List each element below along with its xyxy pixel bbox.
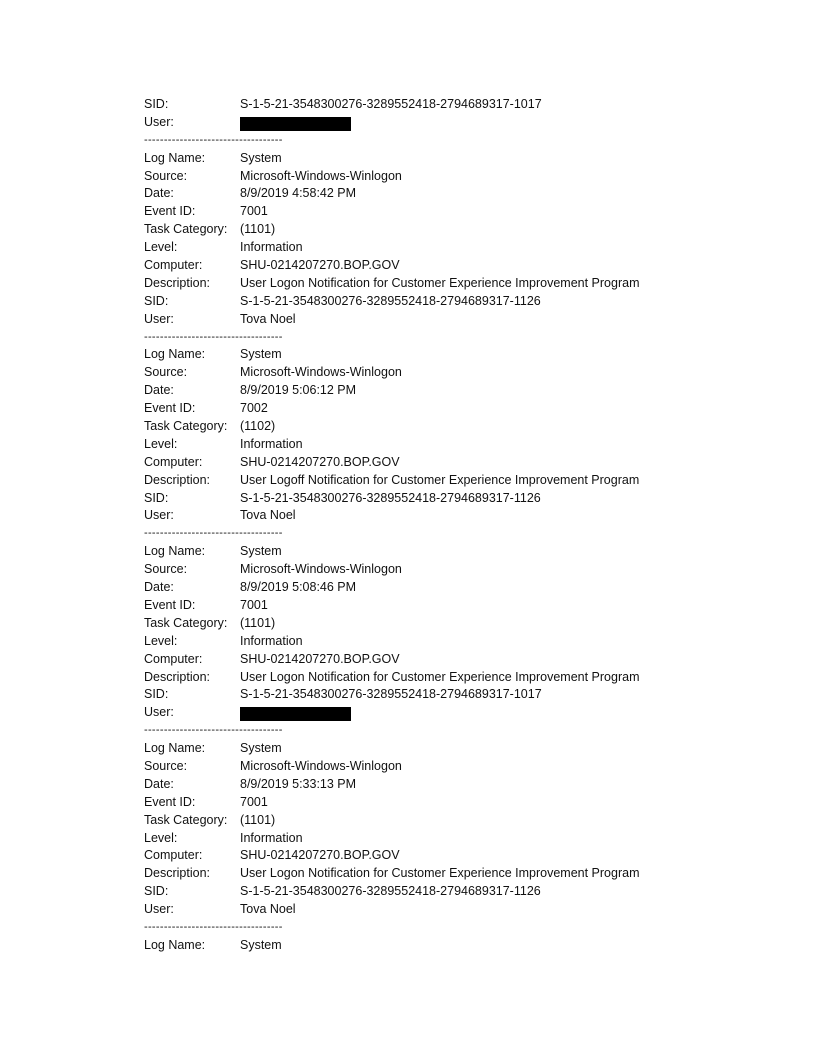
field-value: System [240,937,282,952]
field-row-level [144,436,744,454]
field-label: Event ID: [144,204,196,219]
field-row-date [144,579,744,597]
field-row-source [144,561,744,579]
field-row-date [144,185,744,203]
field-label: Date: [144,580,174,595]
field-label: User: [144,902,174,917]
entry-separator: ----------------------------------- [144,724,283,737]
field-value: Information [240,240,303,255]
field-row-date [144,382,744,400]
field-label: Description: [144,472,210,487]
field-label: User: [144,508,174,523]
field-value: (1102) [240,419,276,434]
field-row-description [144,865,744,883]
field-value: S-1-5-21-3548300276-3289552418-2794689317-1126 [240,884,541,899]
field-row-source [144,758,744,776]
field-row-event-id [144,597,744,615]
field-row-computer [144,651,744,669]
field-label: SID: [144,490,169,505]
field-value: 7001 [240,204,268,219]
field-row-user [144,311,744,329]
field-value: Tova Noel [240,508,296,523]
field-value: System [240,544,282,559]
field-label: Source: [144,168,188,183]
field-label: SID: [144,687,169,702]
field-value: Tova Noel [240,311,296,326]
field-row-sid [144,686,744,704]
field-value: SHU-0214207270.BOP.GOV [240,258,400,273]
field-label: Computer: [144,651,203,666]
field-row-log-name [144,543,744,561]
field-label: Log Name: [144,347,206,362]
field-row-level [144,830,744,848]
field-row-description [144,669,744,687]
field-value: Tova Noel [240,902,296,917]
field-label: Event ID: [144,401,196,416]
field-label: Computer: [144,848,203,863]
field-value: Information [240,830,303,845]
field-row-source [144,168,744,186]
entry-separator: ----------------------------------- [144,133,283,146]
field-label: SID: [144,97,169,111]
field-label: Log Name: [144,937,206,952]
field-row-sid [144,96,744,114]
field-value: (1101) [240,812,276,827]
field-value: S-1-5-21-3548300276-3289552418-2794689317-1126 [240,490,541,505]
field-label: Task Category: [144,615,228,630]
event-entry [144,740,744,919]
field-label: Log Name: [144,150,206,165]
field-row-computer [144,257,744,275]
field-value: SHU-0214207270.BOP.GOV [240,848,400,863]
field-label: Description: [144,275,210,290]
field-value: (1101) [240,615,276,630]
field-row-sid [144,293,744,311]
event-entry [144,346,744,525]
redaction-box [240,117,351,131]
field-value: (1101) [240,222,276,237]
field-value: Information [240,633,303,648]
field-label: Source: [144,758,188,773]
field-row-computer [144,454,744,472]
field-value: S-1-5-21-3548300276-3289552418-2794689317-1126 [240,293,541,308]
field-label: Description: [144,669,210,684]
field-value: Microsoft-Windows-Winlogon [240,758,402,773]
field-row-sid [144,883,744,901]
field-label: SID: [144,884,169,899]
redaction-box [240,707,351,721]
field-value: 8/9/2019 5:33:13 PM [240,776,357,791]
event-entry [144,543,744,722]
field-row-task-category [144,418,744,436]
field-row-log-name [144,346,744,364]
field-row-level [144,633,744,651]
event-entry [144,150,744,329]
field-label: Date: [144,776,174,791]
field-value: 7001 [240,597,268,612]
field-label: Computer: [144,258,203,273]
field-row-user [144,901,744,919]
field-row-event-id [144,400,744,418]
field-value: 7001 [240,794,268,809]
field-value: S-1-5-21-3548300276-3289552418-2794689317-1017 [240,687,542,702]
field-label: Level: [144,830,178,845]
field-label: Source: [144,562,188,577]
field-label: Task Category: [144,222,228,237]
field-value: User Logoff Notification for Customer Experience Improvement Program [240,472,640,487]
field-row-log-name [144,937,744,955]
field-value: User Logon Notification for Customer Experience Improvement Program [240,275,640,290]
field-row-task-category [144,615,744,633]
field-row-level [144,239,744,257]
entry-separator: ----------------------------------- [144,920,283,933]
field-row-log-name [144,150,744,168]
field-label: SID: [144,293,169,308]
field-value: Information [240,436,303,451]
field-label: Event ID: [144,794,196,809]
field-value: Microsoft-Windows-Winlogon [240,365,402,380]
field-value: System [240,347,282,362]
field-row-task-category [144,221,744,239]
field-value: 8/9/2019 4:58:42 PM [240,186,357,201]
field-label: Computer: [144,454,203,469]
field-row-user [144,704,744,722]
field-value: SHU-0214207270.BOP.GOV [240,651,400,666]
field-label: Log Name: [144,741,206,756]
field-label: Task Category: [144,419,228,434]
field-label: Description: [144,866,210,881]
field-value: S-1-5-21-3548300276-3289552418-2794689317-1017 [240,97,542,111]
field-row-description [144,275,744,293]
field-value: User Logon Notification for Customer Experience Improvement Program [240,866,640,881]
entry-separator: ----------------------------------- [144,527,283,540]
field-row-date [144,776,744,794]
field-value: 7002 [240,401,268,416]
field-value: System [240,150,282,165]
field-label: Date: [144,383,174,398]
field-value: SHU-0214207270.BOP.GOV [240,454,400,469]
field-value: Microsoft-Windows-Winlogon [240,168,402,183]
field-label: Level: [144,436,178,451]
field-label: User: [144,114,174,129]
field-label: Source: [144,365,188,380]
field-row-log-name [144,740,744,758]
field-label: Date: [144,186,174,201]
field-row-user [144,507,744,525]
field-label: Event ID: [144,597,196,612]
field-row-computer [144,847,744,865]
field-label: User: [144,311,174,326]
event-log-listing [144,96,744,955]
field-value: User Logon Notification for Customer Experience Improvement Program [240,669,640,684]
field-label: User: [144,705,174,720]
field-value: 8/9/2019 5:08:46 PM [240,580,357,595]
field-label: Level: [144,633,178,648]
field-row-task-category [144,812,744,830]
entry-separator: ----------------------------------- [144,330,283,343]
field-row-source [144,364,744,382]
field-label: Log Name: [144,544,206,559]
field-label: Task Category: [144,812,228,827]
field-value: 8/9/2019 5:06:12 PM [240,383,357,398]
field-row-event-id [144,203,744,221]
field-row-sid [144,490,744,508]
field-row-description [144,472,744,490]
field-row-user [144,114,744,132]
field-value: System [240,741,282,756]
field-label: Level: [144,240,178,255]
field-value: Microsoft-Windows-Winlogon [240,562,402,577]
field-row-event-id [144,794,744,812]
